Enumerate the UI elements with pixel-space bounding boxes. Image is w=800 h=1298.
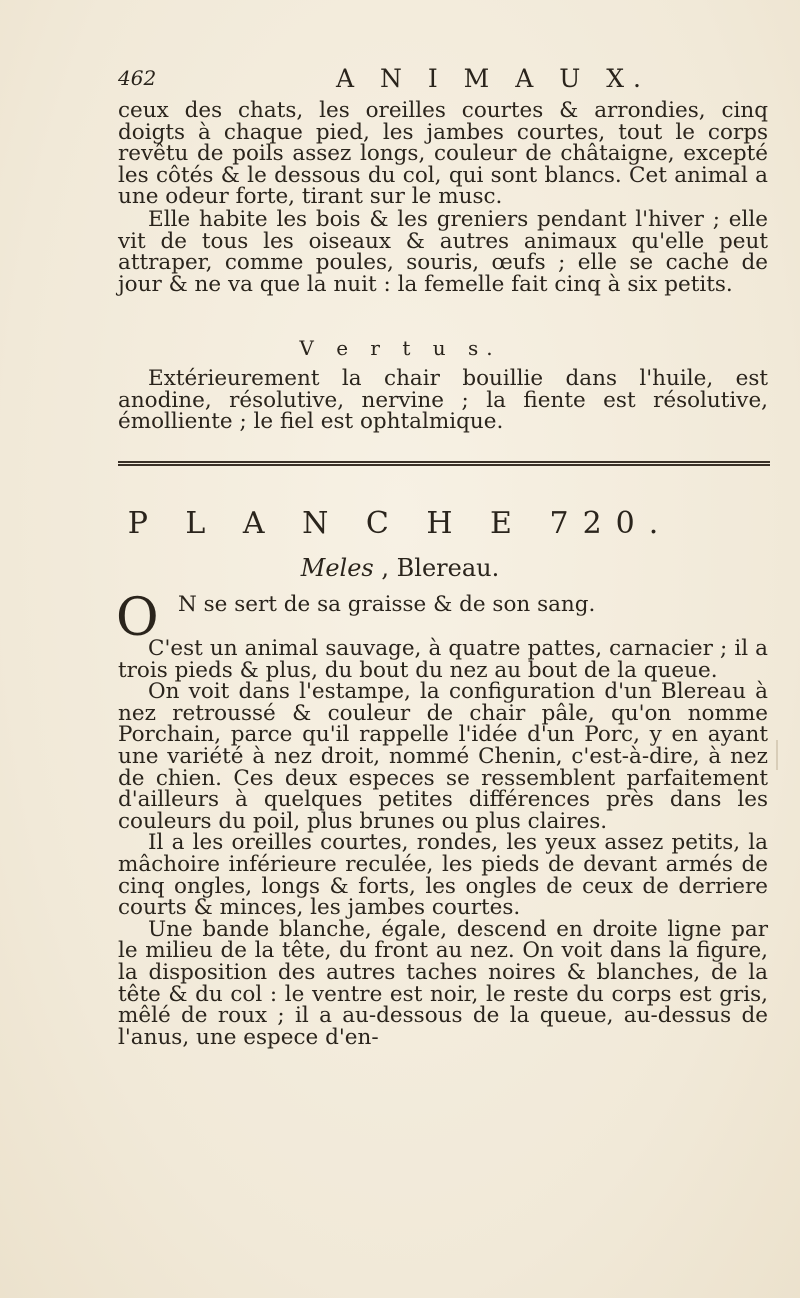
drop-cap: O	[116, 588, 159, 648]
plate-subtitle	[0, 554, 800, 582]
paragraph-description: C'est un animal sauvage, à quatre pattes, carnacier ; il a trois pieds & plus, du bout du nez au bout de la queue.	[118, 636, 768, 683]
paragraph-markings: Une bande blanche, égale, descend en droite ligne par le milieu de la tête, du front au nez. On voit dans la figure, la disposition des autres taches noires & blanches, de la tête & du col : le ventre est noir, le reste du corps est gris, mêlé de roux ; il a au-dessous de la queue, au-dessus de l'anus, une espece d'en-	[118, 916, 768, 1050]
plate-title: P L A N C H E 720.	[127, 506, 673, 541]
paragraph-habitat: Elle habite les bois & les greniers pendant l'hiver ; elle vit de tous les oiseaux & autres animaux qu'elle peut attraper, comme poules, souris, œufs ; elle se cache de jour & ne va que la nuit : la femelle fait cinq à six petits.	[118, 206, 768, 297]
paragraph-anatomy: Il a les oreilles courtes, rondes, les yeux assez petits, la mâchoire inférieure reculée, les pieds de devant armés de cinq ongles, longs & forts, les ongles de ceux de derriere courts & minces, les jambes courtes.	[118, 830, 768, 921]
double-rule-divider	[118, 461, 770, 466]
opening-text	[118, 100, 768, 295]
paragraph-vertus: Extérieurement la chair bouillie dans l'huile, est anodine, résolutive, nervine ; la fiente est résolutive, émolliente ; le fiel est ophtalmique.	[118, 366, 768, 435]
section-heading-vertus: V e r t u s.	[299, 336, 501, 360]
page-number: 462	[118, 66, 157, 90]
vertus-text-block	[118, 368, 768, 433]
paragraph-first: N se sert de sa graisse & de son sang.	[178, 592, 596, 617]
french-name: Blereau.	[396, 554, 500, 582]
margin-pencil-mark	[776, 740, 778, 770]
subtitle-separator: ,	[373, 554, 397, 582]
latin-name: Meles	[300, 554, 374, 582]
main-text	[118, 638, 768, 1048]
running-head	[118, 66, 678, 96]
running-title: A N I M A U X.	[336, 64, 650, 93]
paragraph-varieties: On voit dans l'estampe, la configuration d'un Blereau à nez retroussé & couleur de chair pâle, qu'on nomme Porchain, parce qu'il rappelle l'idée d'un Porc, y en ayant une variété à nez droit, nommé Chenin, c'est-à-dire, à nez de chien. Ces deux especes se ressemblent parfaitement d'ailleurs à quelques petites différences près dans les couleurs du poil, plus brunes ou plus claires.	[118, 679, 768, 834]
paragraph-continuation: ceux des chats, les oreilles courtes & arrondies, cinq doigts à chaque pied, les jambes courtes, tout le corps revêtu de poils assez longs, couleur de châtaigne, excepté les côtés & le dessous du col, qui sont blancs. Cet animal a une odeur forte, tirant sur le musc.	[118, 98, 768, 210]
